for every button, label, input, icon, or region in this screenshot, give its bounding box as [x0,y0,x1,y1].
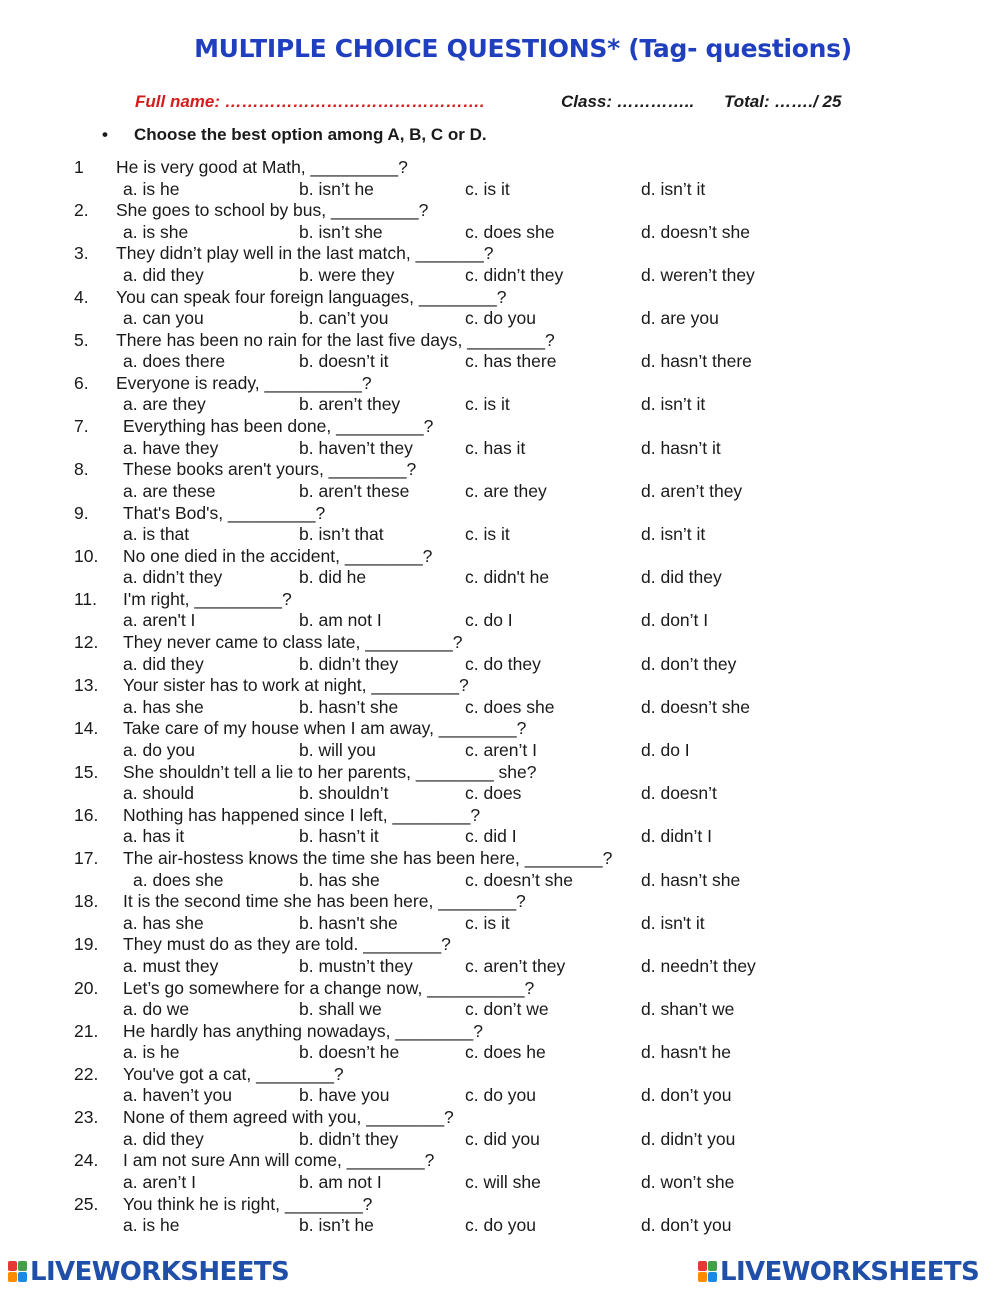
question-text: You can speak four foreign languages, ________? [116,286,507,307]
option-d[interactable]: d. didn’t I [641,826,713,847]
question-text: You've got a cat, ________? [123,1063,344,1084]
question-item [0,373,1000,416]
question-item [0,1064,1000,1107]
question-text: Let’s go somewhere for a change now, __________? [123,977,535,998]
option-b[interactable]: b. isn’t she [299,221,383,242]
question-text: They never came to class late, _________? [123,632,463,653]
question-item [0,632,1000,675]
question-text: I'm right, _________? [123,588,292,609]
option-b[interactable]: b. hasn’t it [299,826,379,847]
question-number: 16. [74,804,99,825]
option-c[interactable]: c. aren’t I [465,739,537,760]
question-text: It is the second time she has been here, ________? [123,891,526,912]
question-number: 12. [74,632,99,653]
instruction [102,125,487,145]
option-d[interactable]: d. doesn’t she [641,221,750,242]
logo-text: LIVEWORKSHEETS [30,1257,290,1287]
option-d[interactable]: d. don’t I [641,610,709,631]
question-item [0,1021,1000,1064]
option-a[interactable]: a. aren't I [123,610,196,631]
question-item [0,848,1000,891]
question-list [0,157,1000,1237]
option-c[interactable]: c. is it [465,524,510,544]
option-a[interactable]: a. did they [123,653,204,674]
option-b[interactable]: b. didn’t they [299,1128,399,1149]
question-text: Everyone is ready, __________? [116,372,372,393]
option-c[interactable]: c. does she [465,696,555,717]
option-b[interactable]: b. doesn’t it [299,351,389,372]
question-number: 11. [74,588,98,609]
question-number: 3. [74,243,89,264]
option-d[interactable]: d. isn't it [641,912,705,933]
option-b[interactable]: b. has she [299,869,380,890]
total-score-field: Total: ……./ 25 [724,92,842,111]
question-item [0,503,1000,546]
question-text: None of them agreed with you, ________? [123,1107,454,1128]
option-d[interactable]: d. hasn’t there [641,351,752,372]
question-number: 25. [74,1193,99,1214]
question-item [0,978,1000,1021]
option-b[interactable]: b. did he [299,567,367,588]
option-c[interactable]: c. is it [465,394,510,415]
option-c[interactable]: c. has it [465,437,526,458]
option-c[interactable]: c. are they [465,480,547,501]
option-b[interactable]: b. isn’t he [299,1215,374,1235]
question-text: He is very good at Math, _________? [116,157,408,177]
option-a[interactable]: a. does there [123,351,226,372]
option-c[interactable]: c. does she [465,221,555,242]
option-b[interactable]: b. didn’t they [299,653,399,674]
question-number: 22. [74,1063,99,1084]
question-text: She shouldn’t tell a lie to her parents, ________ she? [123,761,537,782]
option-c[interactable]: c. will she [465,1171,541,1192]
option-b[interactable]: b. haven’t they [299,437,413,458]
question-item [0,330,1000,373]
option-b[interactable]: b. aren’t they [299,394,401,415]
option-c[interactable]: c. do I [465,610,513,631]
option-d[interactable]: d. don’t they [641,653,737,674]
question-text: You think he is right, ________? [123,1193,373,1214]
option-b[interactable]: b. were they [299,264,395,285]
option-a[interactable]: a. are these [123,480,216,501]
instruction-text: Choose the best option among A, B, C or D. [134,125,487,144]
option-b[interactable]: b. can’t you [299,308,389,329]
question-item [0,934,1000,977]
question-item [0,1150,1000,1193]
option-a[interactable]: a. has it [123,826,185,847]
question-item [0,546,1000,589]
option-d[interactable]: d. did they [641,567,722,588]
option-d[interactable]: d. isn’t it [641,524,706,544]
option-d[interactable]: d. are you [641,308,719,329]
option-a[interactable]: a. is she [123,221,189,242]
option-d[interactable]: d. didn’t you [641,1128,736,1149]
option-a[interactable]: a. is he [123,1042,180,1063]
option-a[interactable]: a. can you [123,308,204,329]
question-number: 23. [74,1107,99,1128]
option-d[interactable]: d. don’t you [641,1085,732,1106]
option-b[interactable]: b. isn’t that [299,524,384,544]
option-d[interactable]: d. hasn't he [641,1042,731,1063]
question-text: These books aren't yours, ________? [123,459,417,480]
option-a[interactable]: a. do you [123,739,195,760]
option-d[interactable]: d. needn’t they [641,955,756,976]
question-item [0,675,1000,718]
liveworksheets-mark-icon [8,1261,28,1283]
question-item [0,157,1000,200]
question-number: 15. [74,761,99,782]
option-b[interactable]: b. will you [299,739,376,760]
question-item [0,589,1000,632]
question-text: Nothing has happened since I left, ________? [123,804,481,825]
question-item [0,1194,1000,1237]
question-item [0,891,1000,934]
option-d[interactable]: d. doesn’t [641,783,717,804]
option-b[interactable]: b. have you [299,1085,390,1106]
student-info-header [135,92,895,114]
option-d[interactable]: d. hasn’t she [641,869,741,890]
option-a[interactable]: a. aren’t I [123,1171,196,1192]
option-b[interactable]: b. am not I [299,1171,382,1192]
option-b[interactable]: b. shall we [299,999,382,1020]
question-number: 19. [74,934,99,955]
option-a[interactable]: a. are they [123,394,206,415]
option-b[interactable]: b. isn’t he [299,178,374,199]
question-number: 7. [74,416,89,437]
question-text: Everything has been done, _________? [123,416,434,437]
question-number: 8. [74,459,89,480]
option-c[interactable]: c. don’t we [465,999,549,1020]
option-d[interactable]: d. weren’t they [641,264,755,285]
option-a[interactable]: a. did they [123,1128,204,1149]
option-c[interactable]: c. is it [465,912,510,933]
question-number: 1 [74,157,84,177]
question-text: She goes to school by bus, _________? [116,200,429,221]
option-d[interactable]: d. do I [641,739,690,760]
option-a[interactable]: a. has she [123,696,204,717]
question-number: 10. [74,545,99,566]
option-b[interactable]: b. shouldn’t [299,783,389,804]
option-c[interactable]: c. do you [465,1215,537,1235]
question-number: 9. [74,502,89,523]
question-number: 6. [74,372,89,393]
option-a[interactable]: a. is that [123,524,190,544]
option-b[interactable]: b. am not I [299,610,382,631]
question-number: 18. [74,891,99,912]
class-field[interactable]: Class: ………….. [561,92,695,111]
question-text: There has been no rain for the last five days, ________? [116,329,555,350]
option-c[interactable]: c. do you [465,308,537,329]
option-c[interactable]: c. does he [465,1042,546,1063]
option-d[interactable]: d. isn’t it [641,178,706,199]
question-text: The air-hostess knows the time she has been here, ________? [123,848,613,868]
option-b[interactable]: b. mustn’t they [299,955,413,976]
question-number: 13. [74,675,99,696]
question-number: 5. [74,329,89,350]
option-c[interactable]: c. did you [465,1128,540,1149]
option-d[interactable]: d. won’t she [641,1171,735,1192]
option-c[interactable]: c. didn’t they [465,264,564,285]
option-a[interactable]: a. is he [123,178,180,199]
question-number: 24. [74,1150,99,1171]
question-item [0,762,1000,805]
option-d[interactable]: d. aren’t they [641,480,743,501]
option-b[interactable]: b. aren't these [299,480,410,501]
liveworksheets-mark-icon [698,1261,718,1283]
question-text: I am not sure Ann will come, ________? [123,1150,435,1171]
question-number: 21. [74,1020,99,1041]
option-d[interactable]: d. hasn’t it [641,437,721,458]
option-c[interactable]: c. does [465,783,522,804]
question-item [0,200,1000,243]
question-item [0,1107,1000,1150]
question-number: 20. [74,977,99,998]
question-text: No one died in the accident, ________? [123,545,433,566]
option-c[interactable]: c. is it [465,178,510,199]
option-a[interactable]: a. have they [123,437,219,458]
option-d[interactable]: d. shan’t we [641,999,735,1020]
question-item [0,718,1000,761]
option-d[interactable]: d. doesn’t she [641,696,750,717]
question-item [0,416,1000,459]
question-text: Your sister has to work at night, _________? [123,675,469,696]
option-b[interactable]: b. hasn’t she [299,696,399,717]
question-number: 2. [74,200,89,221]
option-a[interactable]: a. should [123,783,195,804]
liveworksheets-logo-right [698,1257,979,1287]
option-c[interactable]: c. did I [465,826,517,847]
question-item [0,243,1000,286]
question-item [0,459,1000,502]
option-a[interactable]: a. is he [123,1215,180,1235]
full-name-field[interactable]: Full name: ………………………………………. [135,92,485,111]
question-number: 17. [74,848,99,868]
liveworksheets-logo-left [8,1257,289,1287]
page-title: MULTIPLE CHOICE QUESTIONS* (Tag- questions) [194,34,852,63]
option-d[interactable]: d. isn’t it [641,394,706,415]
option-b[interactable]: b. hasn't she [299,912,398,933]
question-text: Take care of my house when I am away, ________? [123,718,527,739]
option-a[interactable]: a. haven’t you [123,1085,232,1106]
option-d[interactable]: d. don’t you [641,1215,732,1235]
option-a[interactable]: a. must they [123,955,219,976]
question-item [0,805,1000,848]
option-c[interactable]: c. doesn’t she [465,869,573,890]
bullet-icon: • [102,125,108,144]
question-text: He hardly has anything nowadays, ________? [123,1020,483,1041]
logo-text: LIVEWORKSHEETS [720,1257,980,1287]
question-item [0,287,1000,330]
option-a[interactable]: a. does she [133,869,224,890]
option-c[interactable]: c. has there [465,351,557,372]
option-a[interactable]: a. didn’t they [123,567,223,588]
question-text: They must do as they are told. ________? [123,934,451,955]
question-number: 14. [74,718,99,739]
option-c[interactable]: c. didn't he [465,567,550,588]
question-text: That's Bod's, _________? [123,502,326,523]
option-b[interactable]: b. doesn’t he [299,1042,400,1063]
option-c[interactable]: c. do they [465,653,541,674]
question-number: 4. [74,286,89,307]
option-a[interactable]: a. did they [123,264,204,285]
option-a[interactable]: a. do we [123,999,190,1020]
question-text: They didn’t play well in the last match, _______? [116,243,494,264]
option-a[interactable]: a. has she [123,912,204,933]
option-c[interactable]: c. do you [465,1085,537,1106]
option-c[interactable]: c. aren’t they [465,955,566,976]
